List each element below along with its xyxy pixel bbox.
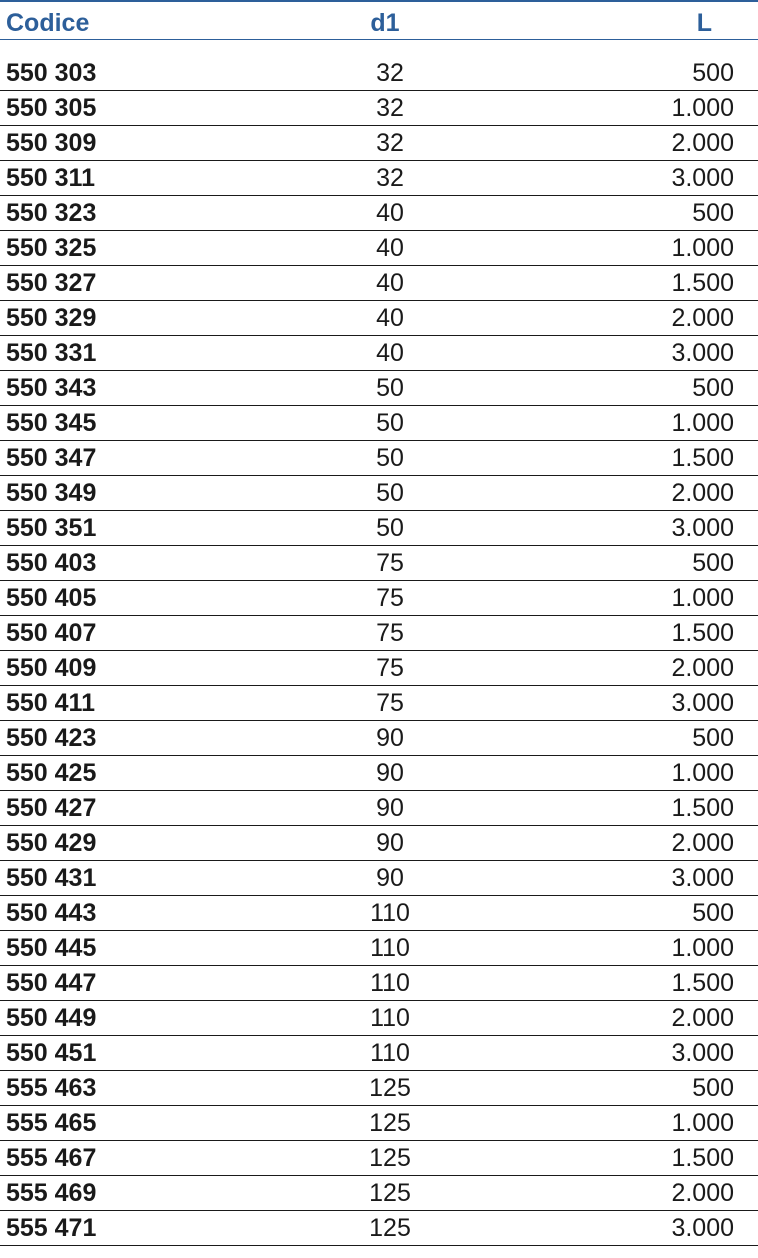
cell-code: 550 451	[6, 1039, 97, 1067]
table-row	[0, 896, 758, 931]
cell-code: 550 323	[6, 199, 97, 227]
cell-d1: 32	[376, 164, 404, 192]
table-row	[0, 651, 758, 686]
table-row	[0, 406, 758, 441]
cell-d1: 32	[376, 129, 404, 157]
cell-d1: 125	[369, 1144, 411, 1172]
cell-code: 555 467	[6, 1144, 97, 1172]
table-row	[0, 1106, 758, 1141]
cell-d1: 50	[376, 409, 404, 437]
cell-d1: 50	[376, 479, 404, 507]
cell-code: 550 449	[6, 1004, 97, 1032]
table-row	[0, 721, 758, 756]
cell-length: 500	[692, 1074, 734, 1102]
cell-length: 1.500	[671, 794, 734, 822]
table-body	[0, 56, 758, 1246]
cell-length: 1.000	[671, 94, 734, 122]
table-row	[0, 791, 758, 826]
header-code: Codice	[6, 9, 90, 37]
cell-d1: 90	[376, 759, 404, 787]
cell-d1: 40	[376, 234, 404, 262]
cell-d1: 90	[376, 864, 404, 892]
cell-d1: 32	[376, 59, 404, 87]
cell-length: 3.000	[671, 689, 734, 717]
table-row	[0, 931, 758, 966]
cell-code: 550 347	[6, 444, 97, 472]
table-row	[0, 231, 758, 266]
cell-length: 2.000	[671, 129, 734, 157]
table-row	[0, 196, 758, 231]
cell-d1: 32	[376, 94, 404, 122]
table-row	[0, 266, 758, 301]
cell-length: 1.000	[671, 409, 734, 437]
cell-code: 550 311	[6, 164, 95, 192]
cell-d1: 75	[376, 654, 404, 682]
table-row	[0, 616, 758, 651]
table-header	[0, 2, 758, 40]
table-row	[0, 1176, 758, 1211]
cell-code: 550 305	[6, 94, 97, 122]
cell-code: 550 411	[6, 689, 95, 717]
table-row	[0, 371, 758, 406]
header-d1: d1	[370, 9, 400, 37]
cell-code: 550 431	[6, 864, 97, 892]
cell-code: 550 345	[6, 409, 97, 437]
cell-code: 550 303	[6, 59, 97, 87]
cell-length: 3.000	[671, 1214, 734, 1242]
table-row	[0, 1071, 758, 1106]
cell-length: 2.000	[671, 654, 734, 682]
cell-d1: 75	[376, 689, 404, 717]
cell-code: 550 425	[6, 759, 97, 787]
cell-length: 1.500	[671, 1144, 734, 1172]
cell-length: 500	[692, 374, 734, 402]
table-row	[0, 441, 758, 476]
cell-length: 2.000	[671, 829, 734, 857]
cell-d1: 50	[376, 444, 404, 472]
cell-length: 1.500	[671, 969, 734, 997]
cell-d1: 90	[376, 794, 404, 822]
table-row	[0, 1211, 758, 1246]
table-row	[0, 1036, 758, 1071]
cell-code: 550 429	[6, 829, 97, 857]
cell-length: 1.000	[671, 234, 734, 262]
cell-length: 500	[692, 549, 734, 577]
cell-d1: 110	[370, 1039, 410, 1067]
cell-d1: 110	[370, 969, 410, 997]
cell-length: 1.500	[671, 269, 734, 297]
table-row	[0, 826, 758, 861]
table-row	[0, 861, 758, 896]
table-row	[0, 336, 758, 371]
table-row	[0, 546, 758, 581]
cell-length: 1.500	[671, 619, 734, 647]
cell-length: 2.000	[671, 304, 734, 332]
cell-code: 550 405	[6, 584, 97, 612]
cell-code: 550 309	[6, 129, 97, 157]
cell-length: 500	[692, 199, 734, 227]
cell-length: 1.000	[671, 1109, 734, 1137]
table-row	[0, 1141, 758, 1176]
table-row	[0, 511, 758, 546]
cell-code: 550 427	[6, 794, 97, 822]
cell-d1: 90	[376, 724, 404, 752]
cell-length: 3.000	[671, 1039, 734, 1067]
cell-code: 550 445	[6, 934, 97, 962]
table-row	[0, 476, 758, 511]
table-row	[0, 756, 758, 791]
cell-d1: 125	[369, 1214, 411, 1242]
cell-code: 555 469	[6, 1179, 97, 1207]
cell-d1: 75	[376, 619, 404, 647]
cell-length: 500	[692, 899, 734, 927]
cell-d1: 110	[370, 1004, 410, 1032]
table-row	[0, 1001, 758, 1036]
cell-d1: 40	[376, 339, 404, 367]
header-length: L	[696, 9, 712, 37]
cell-code: 555 471	[6, 1214, 97, 1242]
cell-code: 555 463	[6, 1074, 97, 1102]
cell-length: 1.000	[671, 759, 734, 787]
cell-code: 550 329	[6, 304, 97, 332]
cell-d1: 40	[376, 199, 404, 227]
cell-d1: 125	[369, 1179, 411, 1207]
cell-d1: 110	[370, 899, 410, 927]
cell-d1: 40	[376, 269, 404, 297]
cell-d1: 75	[376, 549, 404, 577]
cell-d1: 75	[376, 584, 404, 612]
cell-length: 3.000	[671, 514, 734, 542]
cell-d1: 90	[376, 829, 404, 857]
cell-length: 500	[692, 724, 734, 752]
cell-code: 550 407	[6, 619, 97, 647]
cell-length: 3.000	[671, 864, 734, 892]
cell-length: 2.000	[671, 1004, 734, 1032]
cell-d1: 125	[369, 1109, 411, 1137]
cell-d1: 110	[370, 934, 410, 962]
cell-length: 2.000	[671, 1179, 734, 1207]
cell-code: 550 351	[6, 514, 97, 542]
table-row	[0, 686, 758, 721]
cell-code: 550 443	[6, 899, 97, 927]
cell-d1: 125	[369, 1074, 411, 1102]
cell-length: 500	[692, 59, 734, 87]
cell-length: 1.000	[671, 584, 734, 612]
table-row	[0, 126, 758, 161]
cell-code: 550 409	[6, 654, 97, 682]
cell-code: 550 331	[6, 339, 97, 367]
cell-code: 550 325	[6, 234, 97, 262]
cell-code: 550 423	[6, 724, 97, 752]
cell-length: 3.000	[671, 339, 734, 367]
cell-code: 550 447	[6, 969, 97, 997]
cell-length: 1.500	[671, 444, 734, 472]
cell-code: 550 327	[6, 269, 97, 297]
cell-code: 550 343	[6, 374, 97, 402]
table-row	[0, 966, 758, 1001]
table-row	[0, 161, 758, 196]
cell-d1: 50	[376, 514, 404, 542]
cell-length: 1.000	[671, 934, 734, 962]
cell-d1: 50	[376, 374, 404, 402]
cell-length: 3.000	[671, 164, 734, 192]
cell-code: 555 465	[6, 1109, 97, 1137]
cell-d1: 40	[376, 304, 404, 332]
cell-code: 550 349	[6, 479, 97, 507]
table-row	[0, 91, 758, 126]
table-row	[0, 581, 758, 616]
cell-length: 2.000	[671, 479, 734, 507]
table-row	[0, 301, 758, 336]
table-row	[0, 56, 758, 91]
cell-code: 550 403	[6, 549, 97, 577]
